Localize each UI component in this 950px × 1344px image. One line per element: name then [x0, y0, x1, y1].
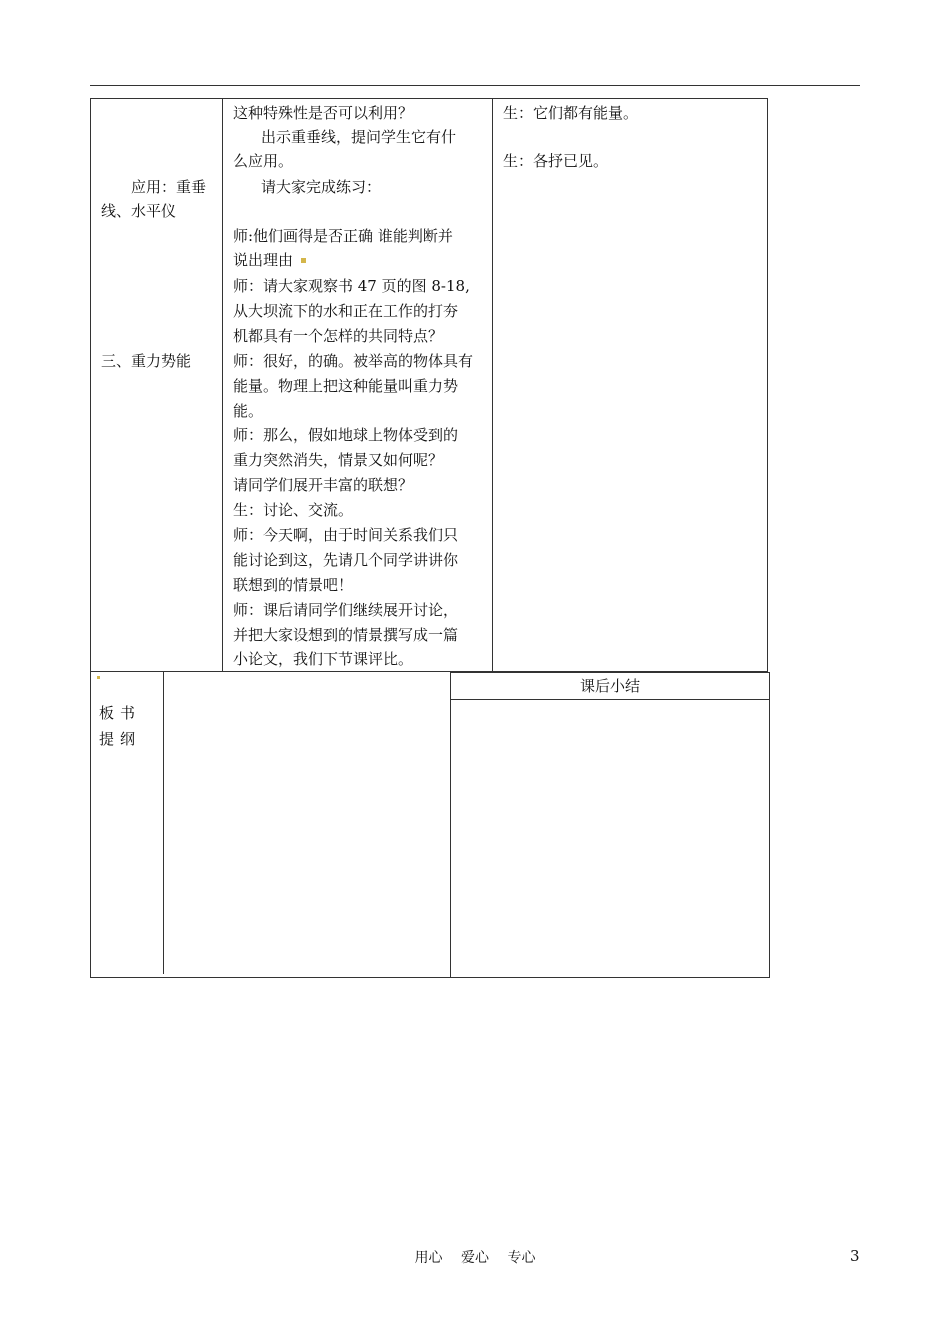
text-line: 这种特殊性是否可以利用？: [233, 104, 414, 122]
section-label: 线、水平仪: [101, 202, 177, 220]
board-outline-area: [90, 672, 450, 978]
text-line: 生：讨论、交流。: [233, 501, 354, 519]
text-line: 师：那么，假如地球上物体受到的: [233, 426, 459, 444]
board-label-column: [91, 672, 164, 974]
section-label: 应用：重垂: [131, 178, 207, 196]
text-line: 请大家完成练习：: [261, 178, 382, 196]
text-line: 能。: [233, 402, 264, 420]
student-activity-column: [493, 99, 767, 671]
text-line: 师:他们画得是否正确 谁能判断并: [233, 227, 453, 245]
text-line: 能量。物理上把这种能量叫重力势: [233, 377, 459, 395]
text-line: 出示重垂线，提问学生它有什: [261, 128, 457, 146]
text-line: 生：它们都有能量。: [503, 104, 639, 122]
text-line: 师：很好，的确。被举高的物体具有: [233, 352, 474, 370]
board-label: 板书提纲: [99, 704, 142, 748]
text-line: 并把大家设想到的情景撰写成一篇: [233, 626, 459, 644]
page-number: 3: [850, 1247, 860, 1265]
text-line: 小论文，我们下节课评比。: [233, 650, 414, 668]
text-line: 师：请大家观察书 47 页的图 8-18,: [233, 277, 470, 295]
section-column: [91, 99, 223, 671]
text-line: 师：课后请同学们继续展开讨论，: [233, 601, 459, 619]
text-line-with-marker: [233, 248, 306, 272]
text-line: 机都具有一个怎样的共同特点？: [233, 327, 444, 345]
text-line: 么应用。: [233, 152, 294, 170]
footer-motto: 用心 爱心 专心: [414, 1250, 536, 1266]
text-line: 说出理由: [233, 251, 294, 269]
marker-icon: [301, 258, 306, 263]
text-line: 师：今天啊，由于时间关系我们只: [233, 526, 459, 544]
lesson-table: [90, 98, 768, 672]
header-rule: [90, 85, 860, 86]
text-line: 联想到的情景吧！: [233, 576, 354, 594]
teacher-activity-column: [223, 99, 493, 671]
summary-box: [450, 672, 770, 978]
text-line: 从大坝流下的水和正在工作的打夯: [233, 302, 459, 320]
text-line: 重力突然消失，情景又如何呢？: [233, 451, 444, 469]
text-line: 生：各抒已见。: [503, 152, 609, 170]
section-label: 三、重力势能: [101, 352, 192, 370]
summary-title: 课后小结: [451, 673, 769, 700]
text-line: 能讨论到这，先请几个同学讲讲你: [233, 551, 459, 569]
text-line: 请同学们展开丰富的联想？: [233, 476, 414, 494]
